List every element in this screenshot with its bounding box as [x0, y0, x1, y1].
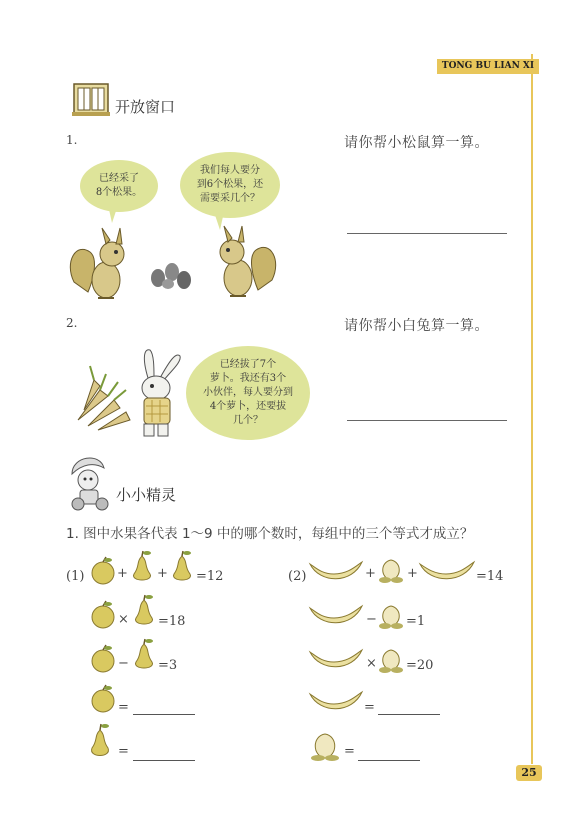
- group-1-label: (1): [66, 569, 85, 584]
- header-strip: TONG BU LIAN XI: [437, 59, 539, 74]
- g2-banana-equals: =: [364, 700, 375, 715]
- question-2-number: 2.: [66, 316, 78, 330]
- g1-apple-equals: =: [118, 700, 129, 715]
- question-1-number: 1.: [66, 133, 78, 147]
- g1-row3-result: =3: [158, 658, 178, 673]
- peach-icon: [308, 728, 342, 762]
- window-icon: [72, 80, 112, 118]
- speech-bubble-right: 我们每人要分 到6个松果，还 需要采几个？: [180, 152, 280, 218]
- pear-icon: [128, 550, 156, 586]
- g1-pear-answer-blank[interactable]: [133, 760, 195, 761]
- pear-icon: [168, 550, 196, 586]
- g2-row1-op1: +: [365, 566, 376, 581]
- g1-row1-op1: +: [117, 566, 128, 581]
- g2-row3-result: =20: [406, 658, 434, 673]
- speech-bubble-rabbit: 已经拔了7个 萝卜。我还有3个 小伙伴，每人要分到 4个萝卜，还要拔 几个？: [186, 346, 310, 440]
- g1-row1-result: =12: [196, 569, 224, 584]
- question-1-answer-line[interactable]: [347, 233, 507, 234]
- pear-icon: [86, 722, 114, 762]
- banana-icon: [308, 602, 364, 628]
- banana-icon: [308, 558, 364, 584]
- g2-peach-equals: =: [344, 744, 355, 759]
- pine-cones-icon: [148, 258, 194, 290]
- smurf-icon: [64, 452, 116, 514]
- banana-icon: [308, 646, 364, 672]
- apple-icon: [88, 556, 118, 586]
- carrots-icon: [70, 360, 134, 432]
- rabbit-icon: [130, 348, 186, 440]
- puzzle-instruction: 1. 图中水果各代表 1～9 中的哪个数时，每组中的三个等式才成立？: [66, 526, 474, 542]
- g2-row2-result: =1: [406, 614, 426, 629]
- section-title-little-elf: 小小精灵: [116, 486, 177, 504]
- question-1-prompt: 请你帮小松鼠算一算。: [344, 135, 489, 151]
- peach-icon: [376, 600, 406, 630]
- g1-row2-op: ×: [118, 612, 129, 627]
- banana-icon: [308, 688, 364, 714]
- banana-icon: [418, 558, 476, 584]
- apple-icon: [88, 600, 118, 630]
- g1-apple-answer-blank[interactable]: [133, 714, 195, 715]
- g1-row3-op: −: [118, 656, 129, 671]
- g2-peach-answer-blank[interactable]: [358, 760, 420, 761]
- group-2-label: (2): [288, 569, 307, 584]
- speech-bubble-left: 已经采了 8个松果。: [80, 160, 158, 212]
- g1-pear-equals: =: [118, 744, 129, 759]
- pear-icon: [130, 638, 158, 674]
- g2-row1-op2: +: [407, 566, 418, 581]
- squirrel-left-icon: [68, 222, 134, 302]
- g2-row1-result: =14: [476, 569, 504, 584]
- g1-row1-op2: +: [157, 566, 168, 581]
- pear-icon: [130, 594, 158, 630]
- g2-row3-op: ×: [366, 656, 377, 671]
- section-title-open-window: 开放窗口: [115, 98, 176, 116]
- page-number: 25: [516, 765, 542, 781]
- g2-row2-op: −: [366, 612, 377, 627]
- squirrel-right-icon: [208, 220, 278, 302]
- peach-icon: [376, 644, 406, 674]
- g2-banana-answer-blank[interactable]: [378, 714, 440, 715]
- margin-rule: [531, 54, 533, 764]
- g1-row2-result: =18: [158, 614, 186, 629]
- question-2-answer-line[interactable]: [347, 420, 507, 421]
- question-2-prompt: 请你帮小白兔算一算。: [344, 318, 489, 334]
- apple-icon: [88, 684, 118, 714]
- apple-icon: [88, 644, 118, 674]
- peach-icon: [376, 554, 406, 584]
